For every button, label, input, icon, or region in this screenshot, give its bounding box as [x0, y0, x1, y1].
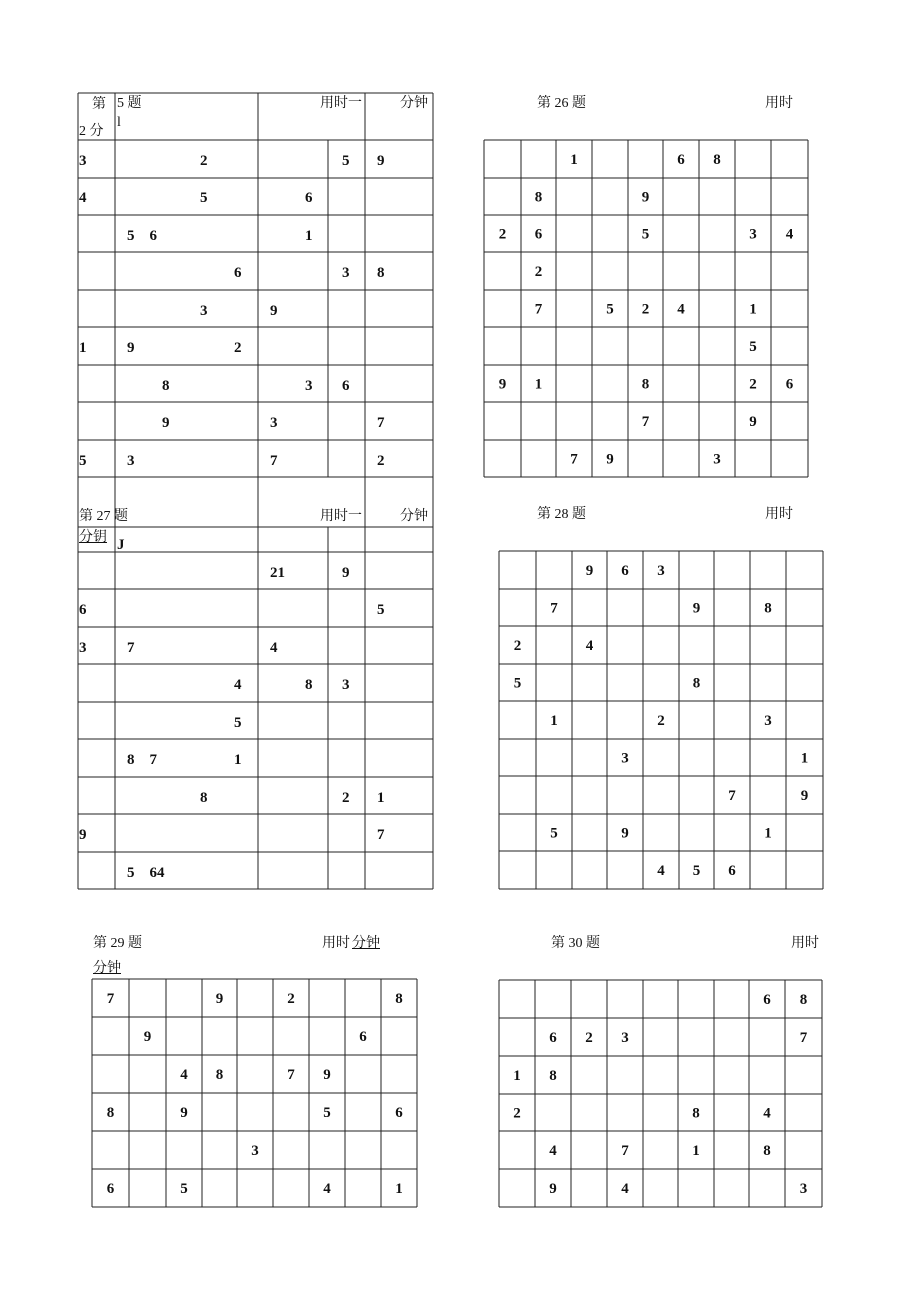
puzzle-25-time-label: 用时一: [320, 96, 362, 111]
puzzle-27-title: 第 27 题: [79, 509, 128, 524]
puzzle-30-cell: 3: [799, 1181, 808, 1197]
puzzle-28-cell: 3: [764, 713, 772, 729]
puzzle-30-cell: 8: [763, 1143, 771, 1159]
puzzle-27-cell: 3: [342, 677, 350, 693]
puzzle-29-cell: 8: [215, 1067, 224, 1083]
puzzle-29-cell: 5: [180, 1181, 188, 1197]
puzzle-28-time-label: 用时: [765, 507, 793, 522]
puzzle-27-cell: 1: [234, 752, 242, 768]
puzzle-30-cell: 4: [549, 1143, 557, 1159]
puzzle-25-cell: 7: [270, 453, 278, 469]
puzzle-25-cell: 3: [200, 303, 208, 319]
puzzle-30-cell: 7: [621, 1143, 629, 1159]
puzzle-29-minutes-label: 分钟: [352, 936, 380, 951]
puzzle-26-cell: 8: [534, 189, 543, 206]
puzzle-25-cell: 3: [79, 153, 87, 169]
puzzle-28-cell: 3: [657, 563, 665, 579]
puzzle-29-cell: 3: [251, 1143, 259, 1159]
puzzle-26-cell: 1: [570, 152, 578, 168]
puzzle-25-cell: 7: [377, 415, 385, 431]
puzzle-27-cell: 3: [79, 640, 87, 656]
puzzle-30-cell: 3: [621, 1030, 629, 1046]
puzzle-25-cell: 9: [377, 153, 385, 169]
puzzle-30-title: 第 30 题: [551, 936, 600, 951]
puzzle-26-cell: 1: [534, 376, 543, 393]
puzzle-30-cell: 8: [692, 1105, 700, 1122]
puzzle-25-cell: 9: [270, 303, 278, 319]
puzzle-29-cell: 6: [359, 1029, 367, 1045]
puzzle-25-cell: 9: [162, 415, 170, 431]
puzzle-27-cell: 7: [127, 640, 135, 656]
puzzle-25-cell: 3: [270, 415, 278, 431]
puzzle-28-cell: 8: [692, 675, 701, 692]
puzzle-30-cell: 1: [692, 1143, 700, 1159]
puzzle-29-cell: 7: [287, 1067, 295, 1083]
puzzle-29-title: 第 29 题: [93, 936, 142, 951]
puzzle-27-cell: 7: [377, 827, 385, 843]
puzzle-25-cell: 5: [342, 153, 350, 169]
puzzle-26-cell: 3: [713, 451, 721, 468]
puzzle-28-cell: 5: [550, 825, 558, 842]
puzzle-25-minutes-label: 分钟: [400, 96, 428, 111]
puzzle-25-cell: 5: [200, 190, 208, 206]
puzzle-25-label-a: 第: [92, 97, 106, 112]
puzzle-27-cell: 4: [270, 640, 278, 656]
puzzle-26-cell: 2: [534, 264, 543, 280]
puzzle-27-cell: 2: [342, 790, 350, 806]
puzzle-28-cell: 2: [657, 713, 665, 729]
puzzle-25-cell: 8: [377, 265, 385, 281]
puzzle-25-cell: 8: [162, 378, 170, 394]
puzzle-29-cell: 6: [106, 1181, 115, 1197]
puzzle-26-cell: 9: [641, 189, 650, 206]
puzzle-26-cell: 9: [606, 451, 614, 468]
puzzle-28-cell: 1: [550, 713, 558, 729]
puzzle-26-cell: 7: [534, 301, 543, 318]
puzzle-26-cell: 7: [641, 414, 650, 430]
puzzle-26-cell: 9: [749, 414, 757, 430]
puzzle-29-sub-label: 分钟: [93, 961, 121, 976]
puzzle-26-cell: 2: [498, 226, 507, 243]
puzzle-26-cell: 9: [498, 376, 507, 393]
puzzle-25-label-c: 2 分: [79, 124, 104, 139]
puzzle-29-cell: 8: [395, 991, 403, 1007]
puzzle-29-cell: 2: [287, 991, 295, 1007]
puzzle-27-cell: 21: [270, 565, 285, 581]
puzzle-25-cell: 1: [79, 340, 87, 356]
puzzle-26-cell: 2: [749, 376, 757, 393]
puzzle-25-cell: 2: [200, 153, 208, 169]
puzzle-26-cell: 5: [749, 339, 757, 355]
puzzle-27-cell: 8: [200, 790, 208, 806]
puzzle-29-cell: 9: [215, 991, 224, 1007]
puzzle-26-cell: 3: [749, 226, 757, 243]
puzzle-28-cell: 1: [764, 825, 772, 842]
puzzle-25-cell: 1: [305, 228, 313, 244]
puzzle-28-cell: 4: [657, 863, 665, 879]
puzzle-27-sub-mark: J: [117, 537, 125, 553]
puzzle-26-cell: 4: [677, 301, 685, 318]
puzzle-28-cell: 9: [585, 563, 594, 579]
puzzle-28-cell: 9: [621, 825, 629, 842]
puzzle-25-label-d: l: [117, 115, 121, 130]
puzzle-28-cell: 1: [800, 750, 809, 767]
puzzle-29-cell: 4: [323, 1181, 331, 1197]
puzzle-28-cell: 5: [513, 675, 522, 692]
puzzle-30-cell: 2: [513, 1105, 521, 1122]
puzzle-25-cell: 5: [79, 453, 87, 469]
puzzle-30-cell: 4: [763, 1105, 771, 1122]
puzzle-28-title: 第 28 题: [537, 507, 586, 522]
puzzle-26-cell: 1: [749, 301, 757, 318]
puzzle-27-cell: 4: [234, 677, 242, 693]
puzzle-26-cell: 5: [641, 226, 650, 243]
puzzle-30-cell: 4: [621, 1181, 629, 1197]
puzzle-26-title: 第 26 题: [537, 96, 586, 111]
puzzle-25-cell: 3: [342, 265, 350, 281]
puzzle-26-cell: 6: [677, 152, 685, 168]
puzzle-28-cell: 7: [550, 600, 558, 617]
puzzle-28-cell: 3: [621, 750, 629, 767]
puzzle-26-cell: 6: [785, 376, 794, 393]
puzzle-27-cell: 8: [305, 677, 313, 693]
puzzle-29-cell: 8: [106, 1105, 115, 1121]
puzzle-27-cell: 9: [342, 565, 350, 581]
puzzle-25-cell: 9: [127, 340, 135, 356]
puzzle-29-cell: 4: [180, 1067, 188, 1083]
puzzle-25-cell: 3: [305, 378, 313, 394]
puzzle-30-cell: 2: [585, 1030, 593, 1046]
puzzle-25-cell: 6: [234, 265, 242, 281]
puzzle-27-cell: 9: [79, 827, 87, 843]
puzzle-30-cell: 8: [549, 1068, 557, 1084]
puzzle-26-time-label: 用时: [765, 96, 793, 111]
puzzle-29-cell: 6: [395, 1105, 403, 1121]
puzzle-27-cell: 1: [377, 790, 385, 806]
puzzle-28-cell: 8: [764, 600, 772, 617]
puzzle-29-cell: 9: [323, 1067, 331, 1083]
puzzle-29-cell: 1: [395, 1181, 403, 1197]
puzzle-26-cell: 6: [534, 226, 543, 243]
puzzle-26-cell: 5: [606, 301, 614, 318]
puzzle-28-cell: 7: [728, 788, 736, 804]
puzzle-28-cell: 6: [621, 563, 629, 579]
puzzle-27-cell: 8 7: [127, 752, 158, 768]
puzzle-26-cell: 8: [713, 152, 721, 168]
puzzle-25-cell: 6: [305, 190, 313, 206]
puzzle-27-minutes-label: 分钟: [400, 509, 428, 524]
puzzle-29-cell: 9: [180, 1105, 188, 1121]
puzzle-27-cell: 5: [234, 715, 242, 731]
puzzle-25-cell: 6: [342, 378, 350, 394]
puzzle-28-cell: 9: [800, 788, 809, 804]
puzzle-27-time-label: 用时一: [320, 509, 362, 524]
puzzle-30-cell: 1: [513, 1068, 521, 1084]
puzzle-29-cell: 9: [143, 1029, 152, 1045]
puzzle-28-cell: 5: [692, 863, 701, 879]
puzzle-30-cell: 8: [799, 992, 808, 1008]
puzzle-25-label-b: 5 题: [117, 96, 142, 111]
puzzle-27-cell: 5 64: [127, 865, 165, 881]
puzzle-28-cell: 9: [692, 600, 701, 617]
puzzle-26-cell: 2: [641, 301, 650, 318]
puzzle-26-cell: 7: [570, 451, 578, 468]
puzzle-27-cell: 6: [79, 602, 87, 618]
puzzle-28-cell: 6: [728, 863, 736, 879]
puzzle-27-cell: 5: [377, 602, 385, 618]
puzzle-26-cell: 4: [785, 226, 794, 243]
puzzle-29-cell: 7: [106, 991, 115, 1007]
puzzle-30-cell: 9: [549, 1181, 557, 1197]
puzzle-28-cell: 4: [585, 638, 594, 654]
puzzle-25-cell: 2: [234, 340, 242, 356]
puzzle-25-cell: 2: [377, 453, 385, 469]
puzzle-25-cell: 3: [127, 453, 135, 469]
puzzle-25-cell: 4: [79, 190, 87, 206]
puzzle-29-time-label: 用时: [322, 936, 350, 951]
puzzle-26-cell: 8: [641, 376, 650, 393]
puzzle-25-cell: 5 6: [127, 228, 158, 244]
puzzle-30-cell: 6: [763, 992, 771, 1008]
puzzle-30-cell: 7: [799, 1030, 808, 1046]
puzzle-30-cell: 6: [549, 1030, 557, 1046]
puzzle-30-time-label: 用时: [791, 936, 819, 951]
puzzle-29-cell: 5: [323, 1105, 331, 1121]
puzzle-27-sub-label: 分钥: [79, 530, 107, 545]
puzzle-28-cell: 2: [513, 638, 522, 654]
